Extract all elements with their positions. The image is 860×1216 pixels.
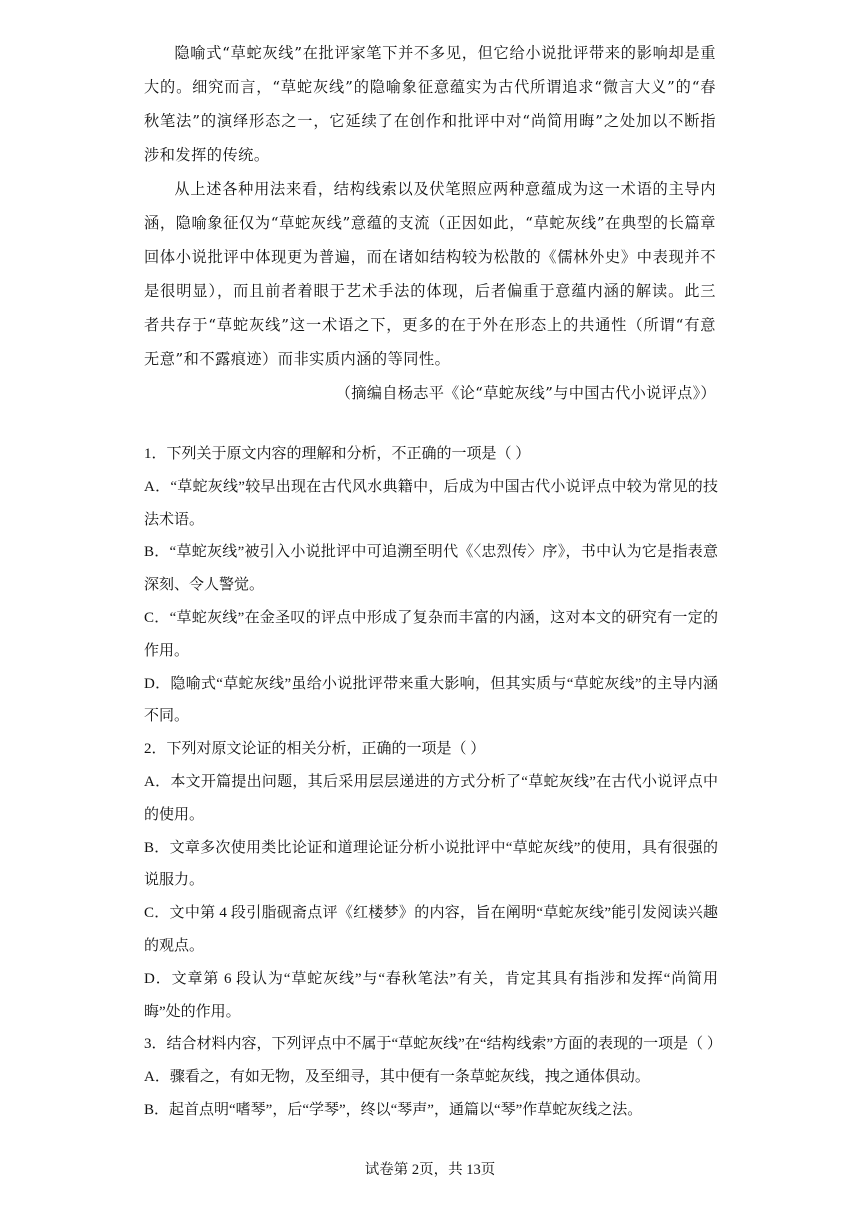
question-list [144,438,722,1127]
option-c: C．文中第 4 段引脂砚斋点评《红楼梦》的内容，旨在阐明“草蛇灰线”能引发阅读兴趣的观点。 [144,905,718,954]
option-d: D．隐喻式“草蛇灰线”虽给小说批评带来重大影响，但其实质与“草蛇灰线”的主导内涵不同。 [144,675,718,725]
option-b: B．文章多次使用类比论证和道理论证分析小说批评中“草蛇灰线”的使用，具有很强的说服力。 [144,839,718,889]
option-c: C．“草蛇灰线”在金圣叹的评点中形成了复杂而丰富的内涵，这对本文的研究有一定的作用。 [144,609,718,659]
passage-paragraph: 隐喻式“草蛇灰线”在批评家笔下并不多见，但它给小说批评带来的影响却是重大的。细究而言，“草蛇灰线”的隐喻象征意蕴实为古代所谓追求“微言大义”的“春秋笔法”的演绎形态之一，它延续了在创作和批评中对“尚简用晦”之处加以不断指涉和发挥的传统。 [144,44,716,164]
option-a: A．“草蛇灰线”较早出现在古代风水典籍中，后成为中国古代小说评点中较为常见的技法术语。 [144,478,718,528]
question-stem: 3．结合材料内容，下列评点中不属于“草蛇灰线”在“结构线索”方面的表现的一项是（ ） [144,1036,722,1053]
option-b: B．起首点明“嗜琴”，后“学琴”，终以“琴声”，通篇以“琴”作草蛇灰线之法。 [144,1101,643,1118]
reading-passage [144,36,716,410]
question-stem: 2．下列对原文论证的相关分析，正确的一项是（ ） [144,741,486,758]
passage-paragraph: 从上述各种用法来看，结构线索以及伏笔照应两种意蕴成为这一术语的主导内涵，隐喻象征仅为“草蛇灰线”意蕴的支流（正因如此，“草蛇灰线”在典型的长篇章回体小说批评中体现更为普遍，而在诸如结构较为松散的《儒林外史》中表现并不是很明显），而且前者着眼于艺术手法的体现，后者偏重于意蕴内涵的解读。此三者共存于“草蛇灰线”这一术语之下，更多的在于外在形态上的共通性（所谓“有意无意”和不露痕迹）而非实质内涵的等同性。 [144,180,716,368]
option-b: B．“草蛇灰线”被引入小说批评中可追溯至明代《〈忠烈传〉序》，书中认为它是指表意深刻、令人警觉。 [144,544,718,594]
page-footer: 试卷第 2页，共 13页 [364,1162,496,1178]
passage-source: （摘编自杨志平《论“草蛇灰线”与中国古代小说评点》） [335,384,716,402]
option-d: D．文章第 6 段认为“草蛇灰线”与“春秋笔法”有关，肯定其具有指涉和发挥“尚简用晦”处的作用。 [144,970,718,1020]
question-stem: 1．下列关于原文内容的理解和分析，不正确的一项是（ ） [144,446,531,462]
question-3 [144,1028,722,1126]
question-2 [144,733,718,1028]
option-a: A．本文开篇提出问题，其后采用层层递进的方式分析了“草蛇灰线”在古代小说评点中的使用。 [144,773,718,823]
question-1 [144,438,718,733]
option-a: A．骤看之，有如无物，及至细寻，其中便有一条草蛇灰线，拽之通体俱动。 [144,1069,650,1086]
